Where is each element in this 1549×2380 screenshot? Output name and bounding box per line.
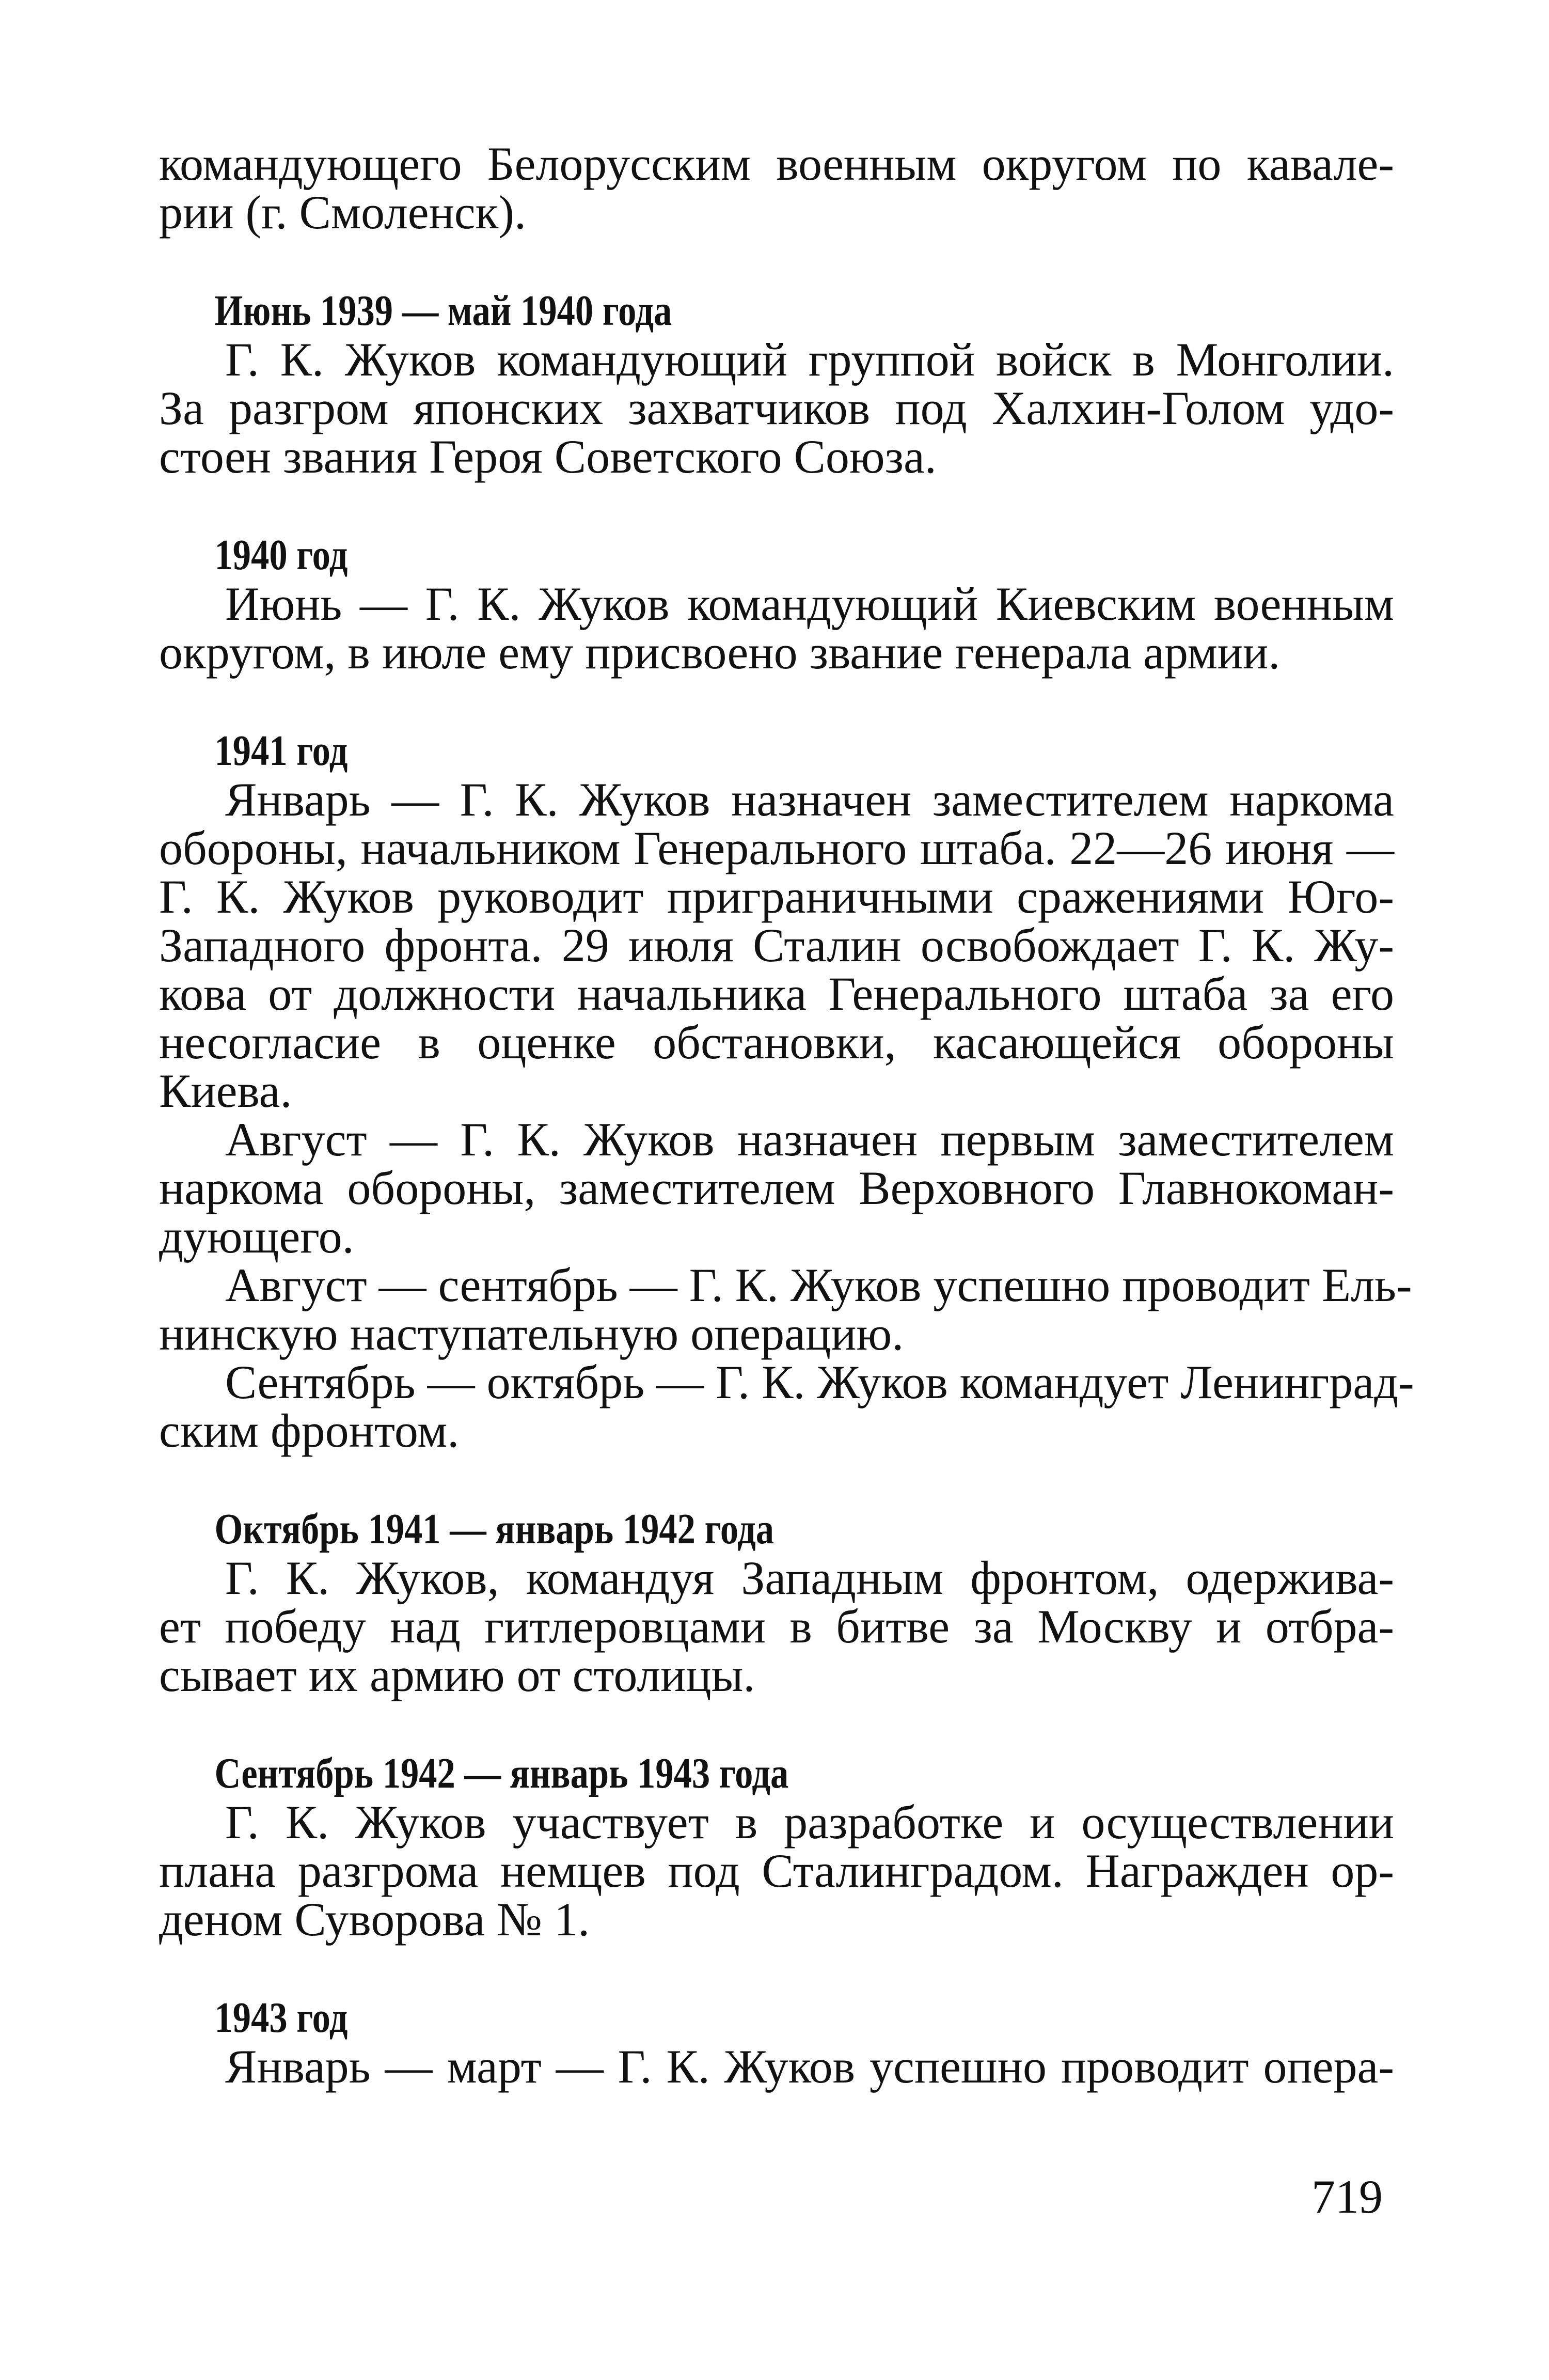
section-heading: 1940 год <box>214 531 348 579</box>
text-line: Г. К. Жуков руководит приграничными сражениями Юго- <box>159 870 1394 923</box>
text-line: Киева. <box>159 1064 292 1117</box>
section-heading: 1941 год <box>214 727 348 775</box>
section-heading: Сентябрь 1942 — январь 1943 года <box>214 1749 789 1797</box>
text-line: сывает их армию от столицы. <box>159 1649 755 1701</box>
paragraph <box>159 577 1394 679</box>
text-line: стоен звания Героя Советского Союза. <box>159 430 937 483</box>
page-number: 719 <box>1311 2170 1383 2223</box>
paragraph <box>159 335 1394 481</box>
text-line: командующего Белорусским военным округом по кавале- <box>159 137 1394 190</box>
text-line: ет победу над гитлеровцами в битве за Москву и отбра- <box>159 1600 1394 1653</box>
page-body <box>159 137 1414 2093</box>
text-line: Август — Г. К. Жуков назначен первым заместителем <box>225 1113 1394 1166</box>
paragraph <box>159 1356 1414 1457</box>
section-heading: Июнь 1939 — май 1940 года <box>214 287 672 335</box>
paragraph <box>159 1259 1412 1360</box>
text-line: За разгром японских захватчиков под Халхин-Голом удо- <box>159 382 1394 434</box>
intro-paragraph <box>159 139 1394 237</box>
text-line: Январь — март — Г. К. Жуков успешно проводит опера- <box>225 2040 1394 2093</box>
text-line: дующего. <box>159 1210 354 1263</box>
text-line: рии (г. Смоленск). <box>159 186 526 239</box>
text-line: Август — сентябрь — Г. К. Жуков успешно проводит Ель- <box>225 1259 1412 1311</box>
paragraph <box>159 1554 1394 1699</box>
paragraph <box>159 1115 1394 1261</box>
text-line: плана разгрома немцев под Сталинградом. Награжден ор- <box>159 1844 1394 1897</box>
section-1941 <box>159 727 1414 1457</box>
text-line: Г. К. Жуков участвует в разработке и осуществлении <box>225 1796 1394 1849</box>
text-line: кова от должности начальника Генерального штаба за его <box>159 967 1394 1020</box>
section-heading: 1943 год <box>214 1994 348 2042</box>
text-line: Г. К. Жуков, командуя Западным фронтом, одержива- <box>225 1552 1394 1604</box>
text-line: обороны, начальником Генерального штаба. 22—26 июня — <box>159 822 1394 874</box>
text-line: деном Суворова № 1. <box>159 1893 590 1946</box>
section-oct1941-jan1942 <box>159 1505 1394 1699</box>
text-line: Сентябрь — октябрь — Г. К. Жуков командует Ленинград- <box>225 1356 1414 1408</box>
section-heading: Октябрь 1941 — январь 1942 года <box>214 1505 774 1553</box>
section-1939-1940 <box>159 287 1394 481</box>
text-line: нинскую наступательную операцию. <box>159 1307 904 1360</box>
paragraph <box>159 775 1394 1115</box>
section-sep1942-jan1943 <box>159 1749 1394 1944</box>
paragraph <box>159 2042 1394 2091</box>
section-1943 <box>159 1994 1394 2091</box>
text-line: ским фронтом. <box>159 1404 460 1457</box>
text-line: Июнь — Г. К. Жуков командующий Киевским военным <box>225 577 1394 630</box>
paragraph <box>159 1798 1394 1944</box>
text-line: Западного фронта. 29 июля Сталин освобождает Г. К. Жу- <box>159 919 1394 972</box>
text-line: наркома обороны, заместителем Верховного Главнокоман- <box>159 1162 1394 1214</box>
text-line: Г. К. Жуков командующий группой войск в Монголии. <box>225 333 1394 386</box>
section-1940 <box>159 531 1394 677</box>
text-line: Январь — Г. К. Жуков назначен заместителем наркома <box>225 773 1394 826</box>
text-line: несогласие в оценке обстановки, касающейся обороны <box>159 1016 1394 1069</box>
text-line: округом, в июле ему присвоено звание генерала армии. <box>159 626 1281 679</box>
